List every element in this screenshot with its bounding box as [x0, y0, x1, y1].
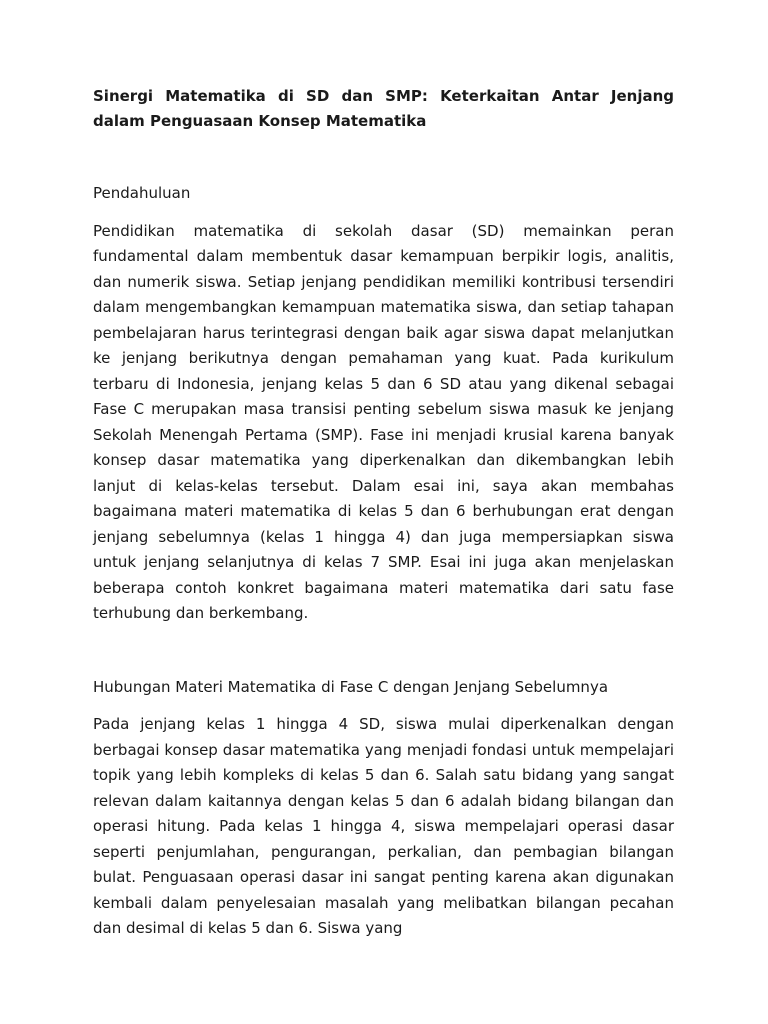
document-title: Sinergi Matematika di SD dan SMP: Keterkaitan Antar Jenjang dalam Penguasaan Konsep Matematika [93, 87, 674, 130]
section-heading-relationship: Hubungan Materi Matematika di Fase C dengan Jenjang Sebelumnya [93, 677, 609, 696]
document-page [93, 84, 674, 942]
section-heading-introduction: Pendahuluan [93, 184, 191, 202]
section-paragraph-introduction: Pendidikan matematika di sekolah dasar (SD) memainkan peran fundamental dalam membentuk dasar kemampuan berpikir logis, analitis, dan numerik siswa. Setiap jenjang pendidikan memiliki kontribusi tersendiri dalam mengembangkan kemampuan matematika siswa, dan setiap tahapan pembelajaran harus terintegrasi dengan baik agar siswa dapat melanjutkan ke jenjang berikutnya dengan pemahaman yang kuat. Pada kurikulum terbaru di Indonesia, jenjang kelas 5 dan 6 SD atau yang dikenal sebagai Fase C merupakan masa transisi penting sebelum siswa masuk ke jenjang Sekolah Menengah Pertama (SMP). Fase ini menjadi krusial karena banyak konsep dasar matematika yang diperkenalkan dan dikembangkan lebih lanjut di kelas-kelas tersebut. Dalam esai ini, saya akan membahas bagaimana materi matematika di kelas 5 dan 6 berhubungan erat dengan jenjang sebelumnya (kelas 1 hingga 4) dan juga mempersiapkan siswa untuk jenjang selanjutnya di kelas 7 SMP. Esai ini juga akan menjelaskan beberapa contoh konkret bagaimana materi matematika dari satu fase terhubung dan berkembang. [93, 221, 674, 622]
section-paragraph-relationship: Pada jenjang kelas 1 hingga 4 SD, siswa mulai diperkenalkan dengan berbagai konsep dasar matematika yang menjadi fondasi untuk mempelajari topik yang lebih kompleks di kelas 5 dan 6. Salah satu bidang yang sangat relevan dalam kaitannya dengan kelas 5 dan 6 adalah bidang bilangan dan operasi hitung. Pada kelas 1 hingga 4, siswa mempelajari operasi dasar seperti penjumlahan, pengurangan, perkalian, dan pembagian bilangan bulat. Penguasaan operasi dasar ini sangat penting karena akan digunakan kembali dalam penyelesaian masalah yang melibatkan bilangan pecahan dan desimal di kelas 5 dan 6. Siswa yang [93, 715, 674, 937]
